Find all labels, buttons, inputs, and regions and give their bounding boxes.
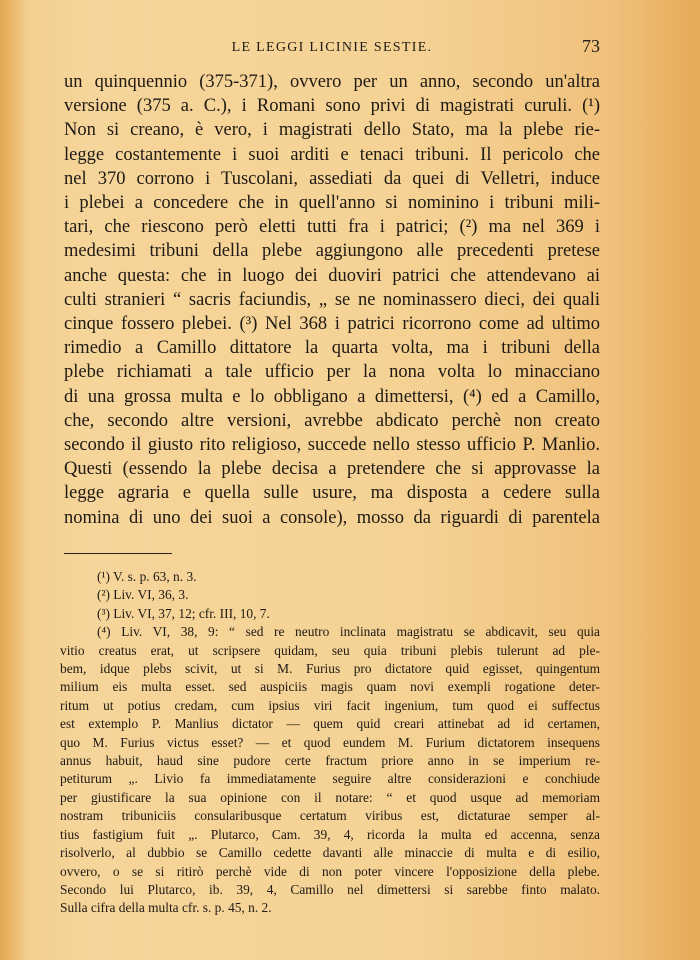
footnote-line: (⁴) Liv. VI, 38, 9: “ sed re neutro inclinata magistratu se abdicavit, seu quia <box>97 624 600 640</box>
footnote-line: per giustificare la sua opinione con il notare: “ et quod usque ad memoriam <box>60 789 600 805</box>
text-line: medesimi tribuni della plebe aggiungono alle precedenti pretese <box>64 241 600 262</box>
text-line: un quinquennio (375-371), ovvero per un anno, secondo un'altra <box>64 72 600 92</box>
text-line: di una grossa multa e lo obbligano a dimettersi, (⁴) ed a Camillo, <box>64 386 600 407</box>
text-line: cinque fossero plebei. (³) Nel 368 i patrici ricorrono come ad ultimo <box>64 314 600 335</box>
footnote-4 <box>60 623 600 918</box>
footnote-line: ritum ut potius credam, cum ipsius viri facit ingenium, tum quod ei suffectus <box>60 697 600 713</box>
footnote-line: milium eis multa esset. sed auspiciis magis quam novi exempli rogatione deter- <box>60 679 600 695</box>
footnote-line: tius fastigium fuit „. Plutarco, Cam. 39, 4, ricorda la multa ed accenna, senza <box>60 826 600 842</box>
footnote-line: Sulla cifra della multa cfr. s. p. 45, n. 2. <box>60 900 272 916</box>
text-line: che, secondo altre versioni, avrebbe abdicato perchè non creato <box>64 410 600 431</box>
text-line: secondo il giusto rito religioso, succede nello stesso ufficio P. Manlio. <box>64 435 600 456</box>
footnote-line: ovvero, o se si ritirò perchè vide di non poter vincere l'opposizione della plebe. <box>60 863 600 879</box>
footnote-separator <box>64 553 172 554</box>
text-line: nomina di uno dei suoi a console), mosso da riguardi di parentela <box>64 507 600 528</box>
text-line: nel 370 corrono i Tuscolani, assediati da quei di Velletri, induce <box>64 168 600 189</box>
footnote-line: nostram tribuniciis consularibusque certatum viribus est, dictaturae semper al- <box>60 808 600 824</box>
footnote-line: bem, idque plebs scivit, ut si M. Furius pro dictatore quid egisset, quingentum <box>60 661 600 677</box>
footnote-3: (³) Liv. VI, 37, 12; cfr. III, 10, 7. <box>97 605 270 621</box>
footnote-line: est extemplo P. Manlius dictator — quem quid creari attinebat ad id certamen, <box>60 716 600 732</box>
page-header <box>64 38 600 58</box>
text-line: Questi (essendo la plebe decisa a pretendere che si approvasse la <box>64 459 600 480</box>
footnotes <box>60 568 600 918</box>
footnote-line: quo M. Furius victus esset? — et quod eundem M. Furium dictatorem insequens <box>60 734 600 750</box>
text-line: plebe richiamati a tale ufficio per la nona volta lo minacciano <box>64 362 600 383</box>
footnote-1: (¹) V. s. p. 63, n. 3. <box>97 569 197 584</box>
footnote-line: Secondo lui Plutarco, ib. 39, 4, Camillo nel dimettersi si sarebbe finto malato. <box>60 881 600 897</box>
main-text <box>64 70 600 530</box>
text-line: legge agraria e quella sulle usure, ma disposta a cedere sulla <box>64 483 600 504</box>
running-title: LE LEGGI LICINIE SESTIE. <box>231 40 433 55</box>
text-line: anche questa: che in luogo dei duoviri patrici che attendevano ai <box>64 265 600 286</box>
text-line: i plebei a concedere che in quell'anno si nominino i tribuni mili- <box>64 193 600 214</box>
text-line: tari, che riescono però eletti tutti fra i patrici; (²) ma nel 369 i <box>64 217 600 238</box>
page-number: 73 <box>582 36 600 56</box>
text-line: legge costantemente i suoi arditi e tenaci tribuni. Il pericolo che <box>64 144 600 165</box>
footnote-line: risolverlo, al dubbio se Camillo cedette davanti alle minaccie di multa e di esilio, <box>60 845 600 861</box>
text-line: culti stranieri “ sacris faciundis, „ se ne nominassero dieci, dei quali <box>64 289 600 310</box>
footnote-line: vitio creatus erat, ut scripsere quidam, seu quia tribuni plebis tulerunt ad ple- <box>60 642 600 658</box>
footnote-line: annus habuit, haud sine pudore certe fractum priore anno in se imperium re- <box>60 753 600 769</box>
text-line: rimedio a Camillo dittatore la quarta volta, ma i tribuni della <box>64 338 600 359</box>
text-line: versione (375 a. C.), i Romani sono privi di magistrati curuli. (¹) <box>64 96 600 117</box>
footnote-2: (²) Liv. VI, 36, 3. <box>97 587 189 603</box>
footnote-line: petiturum „. Livio fa immediatamente seguire altre considerazioni e conchiude <box>60 771 600 787</box>
text-line: Non si creano, è vero, i magistrati dello Stato, ma la plebe rie- <box>64 120 600 141</box>
